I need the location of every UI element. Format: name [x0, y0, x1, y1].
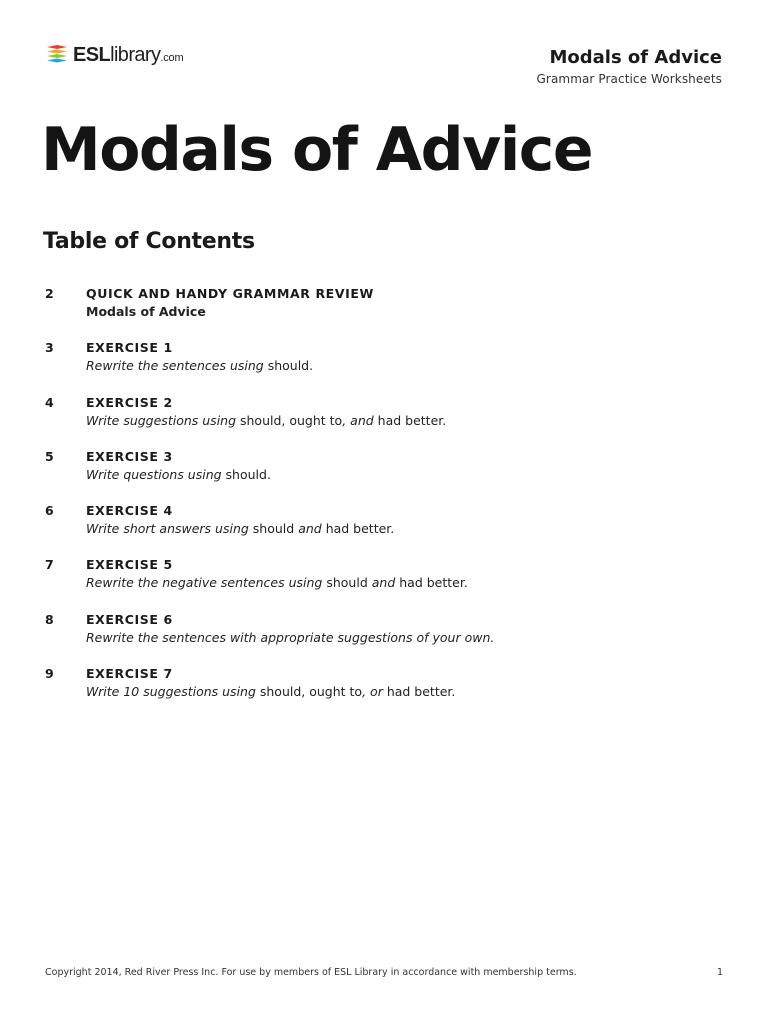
toc-entry-title: EXERCISE 6 — [86, 611, 173, 627]
toc-page-number: 7 — [45, 557, 54, 573]
target-form-text: should. — [225, 466, 271, 482]
logo-thin-text: library — [110, 44, 161, 66]
instruction-text: , and — [342, 412, 378, 428]
toc-entry — [45, 340, 725, 394]
toc-entry-title: EXERCISE 5 — [86, 557, 173, 573]
header-title: Modals of Advice — [549, 47, 722, 68]
toc-entry-description — [86, 521, 394, 536]
toc-entry-description — [86, 630, 494, 645]
instruction-text: Write suggestions using — [86, 412, 240, 428]
toc-entry-description — [86, 358, 313, 373]
instruction-text: Write short answers using — [86, 521, 253, 537]
toc-entry — [45, 395, 725, 449]
target-form-text: had better. — [399, 575, 468, 591]
logo-small-text: .com — [160, 52, 184, 64]
target-form-text: should, ought to — [240, 412, 343, 428]
target-form-text: should. — [267, 358, 314, 374]
instruction-text: Rewrite the sentences using — [86, 358, 268, 374]
target-form-text: had better. — [377, 412, 447, 428]
toc-entry-title: EXERCISE 2 — [86, 394, 173, 410]
target-form-text: had better. — [325, 521, 395, 537]
toc-entry — [45, 557, 725, 611]
logo-stack-icon — [45, 44, 69, 66]
target-form-text: should — [252, 521, 299, 537]
toc-page-number: 4 — [45, 394, 54, 410]
toc-entry-description: Modals of Advice — [86, 304, 206, 319]
page-title: Modals of Advice — [41, 115, 593, 185]
toc-entry — [45, 666, 725, 720]
instruction-text: and — [371, 575, 400, 591]
instruction-text: Write 10 suggestions using — [86, 684, 260, 700]
toc-entry — [45, 612, 725, 666]
toc-page-number: 3 — [45, 340, 54, 356]
toc-page-number: 5 — [45, 448, 54, 464]
instruction-text: , or — [362, 684, 387, 700]
page-header — [537, 48, 722, 86]
toc-entry-title: EXERCISE 4 — [86, 503, 173, 519]
page-footer — [45, 967, 723, 978]
logo-wordmark — [73, 45, 183, 65]
logo-main-text: ESL — [73, 44, 111, 66]
table-of-contents — [45, 286, 725, 720]
target-form-text: had better. — [386, 684, 456, 700]
toc-entry-description — [86, 413, 446, 428]
toc-page-number: 2 — [45, 286, 54, 301]
toc-entry-title: EXERCISE 1 — [86, 340, 173, 356]
toc-page-number: 8 — [45, 611, 54, 627]
esl-library-logo — [45, 44, 183, 66]
instruction-text: and — [298, 521, 326, 537]
target-form-text: should — [326, 575, 372, 591]
toc-entry — [45, 503, 725, 557]
toc-page-number: 9 — [45, 666, 54, 682]
toc-entry — [45, 286, 725, 340]
instruction-text: Rewrite the sentences with appropriate suggestions of your own. — [86, 629, 495, 645]
toc-entry-title: QUICK AND HANDY GRAMMAR REVIEW — [86, 286, 374, 301]
instruction-text: Write questions using — [86, 466, 226, 482]
toc-entry-description — [86, 684, 455, 699]
toc-entry-description — [86, 467, 271, 482]
toc-entry-title: EXERCISE 7 — [86, 666, 173, 682]
page-number: 1 — [716, 967, 723, 978]
toc-page-number: 6 — [45, 503, 54, 519]
target-form-text: should, ought to — [259, 684, 363, 700]
toc-heading: Table of Contents — [43, 229, 255, 254]
toc-entry-description — [86, 575, 468, 590]
copyright-text: Copyright 2014, Red River Press Inc. For use by members of ESL Library in accordance with membership terms. — [45, 967, 577, 978]
toc-entry-title: EXERCISE 3 — [86, 448, 173, 464]
toc-entry — [45, 449, 725, 503]
header-subtitle: Grammar Practice Worksheets — [536, 71, 722, 86]
instruction-text: Rewrite the negative sentences using — [86, 575, 327, 591]
